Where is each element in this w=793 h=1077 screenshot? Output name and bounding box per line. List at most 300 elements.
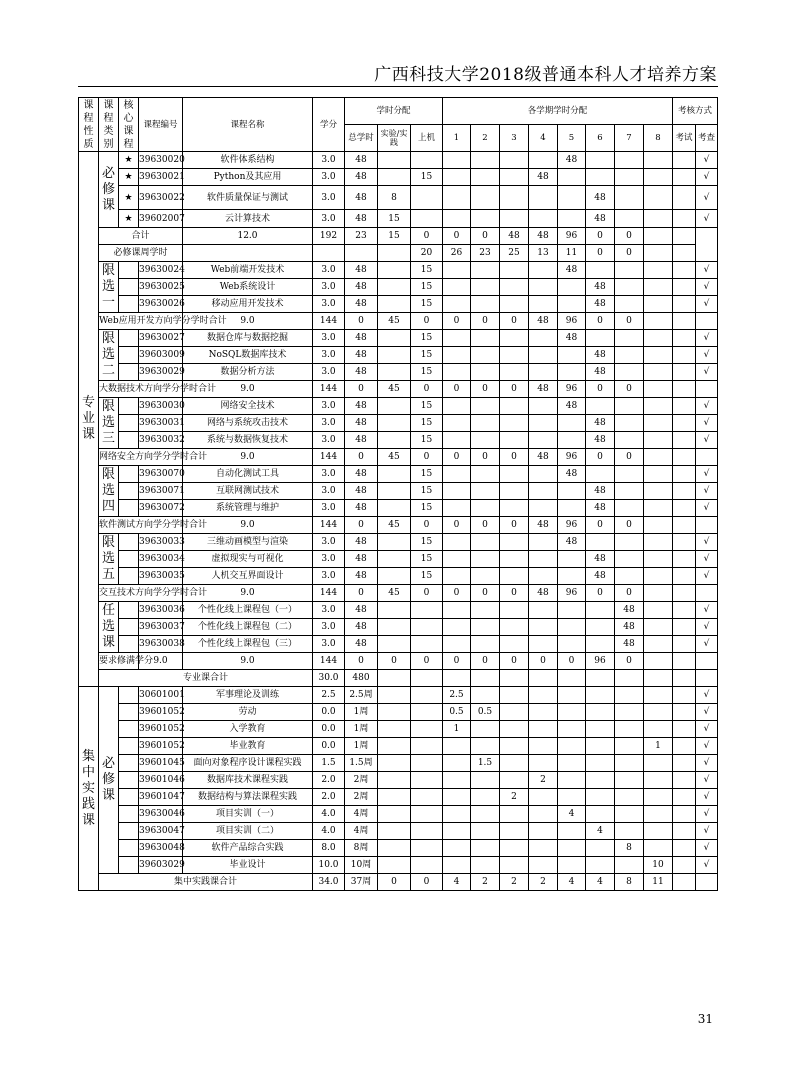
cell: [529, 466, 558, 483]
cell: [558, 857, 586, 874]
course-code: 39602007: [139, 210, 183, 228]
cell: [443, 279, 471, 296]
subtotal-label: 合计: [99, 228, 183, 245]
core-mark: [119, 772, 139, 789]
cell: [615, 296, 644, 313]
cell: [586, 169, 615, 186]
cell: 48: [345, 279, 378, 296]
cell: 0: [443, 228, 471, 245]
assess-check: √: [696, 210, 718, 228]
cell: [471, 500, 500, 517]
table-row: [79, 381, 718, 398]
cell: [443, 364, 471, 381]
assess-check: √: [696, 432, 718, 449]
cell: [500, 500, 529, 517]
cell: 48: [345, 551, 378, 568]
cell: [586, 687, 615, 704]
course-name: 项目实训（二）: [183, 823, 313, 840]
core-mark: [119, 432, 139, 449]
cell: 0: [411, 517, 443, 534]
cell: [471, 279, 500, 296]
table-row: [79, 347, 718, 364]
course-name: 三维动画模型与渲染: [183, 534, 313, 551]
cell: [529, 704, 558, 721]
cell: [471, 789, 500, 806]
cell: [529, 551, 558, 568]
cell: [378, 296, 411, 313]
cell: [378, 704, 411, 721]
cell: [529, 483, 558, 500]
cell: [673, 636, 696, 653]
core-mark: [119, 636, 139, 653]
cell: 15: [411, 466, 443, 483]
cell: [500, 398, 529, 415]
cell: [586, 857, 615, 874]
course-name: 数据库技术课程实践: [183, 772, 313, 789]
cell: 48: [345, 415, 378, 432]
cell: [615, 857, 644, 874]
cell: [411, 704, 443, 721]
assess-check: √: [696, 789, 718, 806]
cell: 48: [586, 483, 615, 500]
cell: 0: [411, 653, 443, 670]
cell: 48: [586, 432, 615, 449]
cell: [558, 772, 586, 789]
cell: 2: [529, 874, 558, 891]
cell: [443, 186, 471, 210]
cell: [471, 551, 500, 568]
cell: [500, 568, 529, 585]
cell: [443, 169, 471, 186]
cell: [411, 670, 443, 687]
cell: [500, 432, 529, 449]
cell: [529, 534, 558, 551]
cell: 11: [644, 874, 673, 891]
cell: [558, 738, 586, 755]
cell: 0: [615, 381, 644, 398]
table-row: [79, 755, 718, 772]
cell: [615, 534, 644, 551]
cell: [615, 823, 644, 840]
cell: [673, 169, 696, 186]
course-code: 39603029: [139, 857, 183, 874]
assess-check: √: [696, 755, 718, 772]
cell: 1周: [345, 721, 378, 738]
cell: 48: [586, 364, 615, 381]
cell: 1: [443, 721, 471, 738]
table-row: [79, 432, 718, 449]
cell: [443, 152, 471, 169]
core-mark: [119, 364, 139, 381]
category-required: 必修课: [99, 152, 119, 228]
cell: 0: [500, 517, 529, 534]
cell: [644, 186, 673, 210]
course-name: 面向对象程序设计课程实践: [183, 755, 313, 772]
cell: 0: [411, 381, 443, 398]
cell: [471, 806, 500, 823]
cell: 0: [558, 653, 586, 670]
cell: 2: [500, 874, 529, 891]
cell: 8: [378, 186, 411, 210]
cell: [471, 169, 500, 186]
cell: [378, 466, 411, 483]
cell: 48: [615, 619, 644, 636]
cell: [529, 330, 558, 347]
cell: [378, 636, 411, 653]
cell: [411, 857, 443, 874]
cell: [558, 500, 586, 517]
cell: [673, 772, 696, 789]
col-sem-5: 5: [558, 125, 586, 152]
cell: 0: [586, 313, 615, 330]
cell: 10: [644, 857, 673, 874]
cell: [644, 721, 673, 738]
cell: [615, 432, 644, 449]
col-exp: 实验/实践: [378, 125, 411, 152]
col-sem-6: 6: [586, 125, 615, 152]
core-mark: ★: [119, 169, 139, 186]
cell: 4.0: [313, 806, 345, 823]
cell: 0.5: [471, 704, 500, 721]
cell: [471, 330, 500, 347]
cell: [411, 755, 443, 772]
cell: 45: [378, 313, 411, 330]
core-mark: [119, 602, 139, 619]
cell: [500, 364, 529, 381]
cell: 48: [615, 636, 644, 653]
cell: [673, 381, 696, 398]
cell: 0: [471, 381, 500, 398]
cell: [471, 152, 500, 169]
cell: 96: [558, 517, 586, 534]
cell: [673, 857, 696, 874]
cell: [644, 432, 673, 449]
table-row: [79, 602, 718, 619]
cell: 4周: [345, 806, 378, 823]
page-header-title: 广西科技大学2018级普通本科人才培养方案: [374, 65, 717, 85]
cell: [586, 262, 615, 279]
cell: 0: [500, 449, 529, 466]
cell: [411, 738, 443, 755]
cell: 3.0: [313, 398, 345, 415]
table-row: [79, 772, 718, 789]
cell: [673, 186, 696, 210]
cell: 1.5周: [345, 755, 378, 772]
cell: 48: [615, 602, 644, 619]
cell: [378, 534, 411, 551]
cell: 3.0: [313, 568, 345, 585]
cell: [644, 551, 673, 568]
cell: [529, 279, 558, 296]
cell: [644, 228, 673, 245]
cell: [378, 551, 411, 568]
course-name: 移动应用开发技术: [183, 296, 313, 313]
subtotal-label: 网络安全方向学分学时合计: [99, 449, 183, 466]
cell: [644, 602, 673, 619]
cell: [500, 806, 529, 823]
course-name: 网络与系统攻击技术: [183, 415, 313, 432]
cell: [471, 823, 500, 840]
cell: [378, 670, 411, 687]
cell: 15: [411, 169, 443, 186]
cell: 3.0: [313, 152, 345, 169]
cell: [673, 568, 696, 585]
cell: 0: [345, 381, 378, 398]
assess-check: √: [696, 687, 718, 704]
core-mark: [119, 823, 139, 840]
core-mark: [119, 857, 139, 874]
cell: 0.0: [313, 704, 345, 721]
cell: 1周: [345, 738, 378, 755]
course-code: 39630027: [139, 330, 183, 347]
cell: 0: [586, 585, 615, 602]
cell: [615, 687, 644, 704]
cell: 15: [411, 568, 443, 585]
table-row: [79, 568, 718, 585]
cell: [378, 415, 411, 432]
cell: 0: [471, 653, 500, 670]
core-mark: [119, 500, 139, 517]
cell: [615, 483, 644, 500]
cell: [529, 738, 558, 755]
cell: [586, 602, 615, 619]
cell: 15: [411, 279, 443, 296]
table-row: [79, 738, 718, 755]
cell: [443, 857, 471, 874]
cell: [500, 296, 529, 313]
cell: 10.0: [313, 857, 345, 874]
cell: 15: [411, 500, 443, 517]
core-mark: [119, 755, 139, 772]
cell: [443, 772, 471, 789]
cell: [443, 500, 471, 517]
cell: [615, 279, 644, 296]
cell: 3.0: [313, 636, 345, 653]
table-row: [79, 186, 718, 210]
cell: [558, 432, 586, 449]
cell: 8.0: [313, 840, 345, 857]
cell: 48: [586, 347, 615, 364]
course-code: 39630030: [139, 398, 183, 415]
cell: [644, 534, 673, 551]
cell: [500, 169, 529, 186]
assess-check: √: [696, 704, 718, 721]
cell: 48: [345, 210, 378, 228]
cell: [586, 670, 615, 687]
table-row: [79, 704, 718, 721]
cell: 3.0: [313, 602, 345, 619]
course-name: Python及其应用: [183, 169, 313, 186]
core-mark: [119, 415, 139, 432]
cell: [500, 152, 529, 169]
category-limited-5: 限选五: [99, 534, 119, 585]
course-code: 39601052: [139, 704, 183, 721]
cell: [673, 789, 696, 806]
cell: [673, 687, 696, 704]
cell: 0: [411, 585, 443, 602]
col-sem-8: 8: [644, 125, 673, 152]
assess-check: √: [696, 857, 718, 874]
cell: [411, 636, 443, 653]
course-code: 39630024: [139, 262, 183, 279]
cell: [586, 636, 615, 653]
cell: [615, 398, 644, 415]
category-required-practice: 必修课: [99, 687, 119, 874]
cell: [673, 364, 696, 381]
cell: [673, 517, 696, 534]
course-name: 云计算技术: [183, 210, 313, 228]
cell: 11: [558, 245, 586, 262]
core-mark: [119, 806, 139, 823]
cell: 0: [586, 517, 615, 534]
cell: [586, 398, 615, 415]
cell: 48: [558, 152, 586, 169]
cell: [586, 755, 615, 772]
cell: 15: [378, 210, 411, 228]
course-code: 39630070: [139, 466, 183, 483]
cell: [443, 330, 471, 347]
course-code: 39601052: [139, 738, 183, 755]
cell: [558, 364, 586, 381]
course-code: 39630021: [139, 169, 183, 186]
cell: [529, 823, 558, 840]
course-code: 39630022: [139, 186, 183, 210]
cell: 10周: [345, 857, 378, 874]
core-mark: [119, 534, 139, 551]
cell: [586, 772, 615, 789]
cell: [378, 823, 411, 840]
course-code: 39630071: [139, 483, 183, 500]
cell: [558, 551, 586, 568]
cell: [529, 186, 558, 210]
cell: 2.5: [313, 687, 345, 704]
cell: [586, 738, 615, 755]
assess-check: √: [696, 568, 718, 585]
cell: [558, 210, 586, 228]
cell: 8周: [345, 840, 378, 857]
col-assess-group: 考核方式: [673, 98, 718, 125]
cell: 45: [378, 585, 411, 602]
cell: [586, 806, 615, 823]
cell: [615, 466, 644, 483]
col-sem-3: 3: [500, 125, 529, 152]
cell: [529, 806, 558, 823]
table-row: [79, 823, 718, 840]
core-mark: [119, 398, 139, 415]
course-code: 39630020: [139, 152, 183, 169]
cell: 48: [345, 500, 378, 517]
cell: [500, 415, 529, 432]
cell: [378, 500, 411, 517]
cell: [615, 704, 644, 721]
course-name: 毕业教育: [183, 738, 313, 755]
cell: [558, 619, 586, 636]
core-mark: [119, 840, 139, 857]
cell: [673, 330, 696, 347]
cell: [529, 721, 558, 738]
cell: [500, 551, 529, 568]
cell: 30.0: [313, 670, 345, 687]
cell: 0: [615, 653, 644, 670]
cell: 20: [411, 245, 443, 262]
cell: [471, 687, 500, 704]
table-row: [79, 483, 718, 500]
table-row: [79, 789, 718, 806]
assess-check: √: [696, 186, 718, 210]
cell: [673, 738, 696, 755]
cell: 23: [471, 245, 500, 262]
course-name: Web系统设计: [183, 279, 313, 296]
cell: [443, 619, 471, 636]
course-name: 系统与数据恢复技术: [183, 432, 313, 449]
cell: 0: [615, 449, 644, 466]
cell: 48: [558, 262, 586, 279]
assess-check: √: [696, 500, 718, 517]
assess-check: √: [696, 772, 718, 789]
assess-check: √: [696, 415, 718, 432]
course-code: 39601045: [139, 755, 183, 772]
cell: [673, 313, 696, 330]
cell: 0: [471, 585, 500, 602]
cell: 4: [586, 823, 615, 840]
cell: 3.0: [313, 279, 345, 296]
cell: 15: [411, 296, 443, 313]
course-code: 39630046: [139, 806, 183, 823]
cell: 48: [345, 432, 378, 449]
cell: 3.0: [313, 534, 345, 551]
cell: 2.0: [313, 789, 345, 806]
cell: [644, 653, 673, 670]
cell: 3.0: [313, 364, 345, 381]
cell: [378, 568, 411, 585]
cell: [443, 551, 471, 568]
cell: 144: [313, 449, 345, 466]
cell: 15: [411, 415, 443, 432]
cell: [673, 152, 696, 169]
course-code: 39601046: [139, 772, 183, 789]
subtotal-label: 专业课合计: [99, 670, 313, 687]
cell: [378, 169, 411, 186]
cell: 0: [443, 517, 471, 534]
cell: [443, 602, 471, 619]
cell: [529, 568, 558, 585]
cell: [411, 772, 443, 789]
table-row: [79, 585, 718, 602]
cell: [471, 364, 500, 381]
cell: 0: [378, 874, 411, 891]
course-name: 系统管理与维护: [183, 500, 313, 517]
cell: 8: [615, 874, 644, 891]
assess-check: √: [696, 152, 718, 169]
col-sem-2: 2: [471, 125, 500, 152]
core-mark: [119, 721, 139, 738]
cell: 3.0: [313, 466, 345, 483]
table-row: [79, 449, 718, 466]
assess-check: √: [696, 364, 718, 381]
cell: 1.5: [471, 755, 500, 772]
course-name: 个性化线上课程包（三）: [183, 636, 313, 653]
cell: [443, 670, 471, 687]
cell: 9.0: [183, 449, 313, 466]
subtotal-label: 软件测试方向学分学时合计: [99, 517, 183, 534]
cell: 15: [411, 347, 443, 364]
assess-check: √: [696, 398, 718, 415]
core-mark: [119, 279, 139, 296]
cell: [471, 721, 500, 738]
cell: 2: [529, 772, 558, 789]
course-code: 39630037: [139, 619, 183, 636]
cell: [696, 874, 718, 891]
